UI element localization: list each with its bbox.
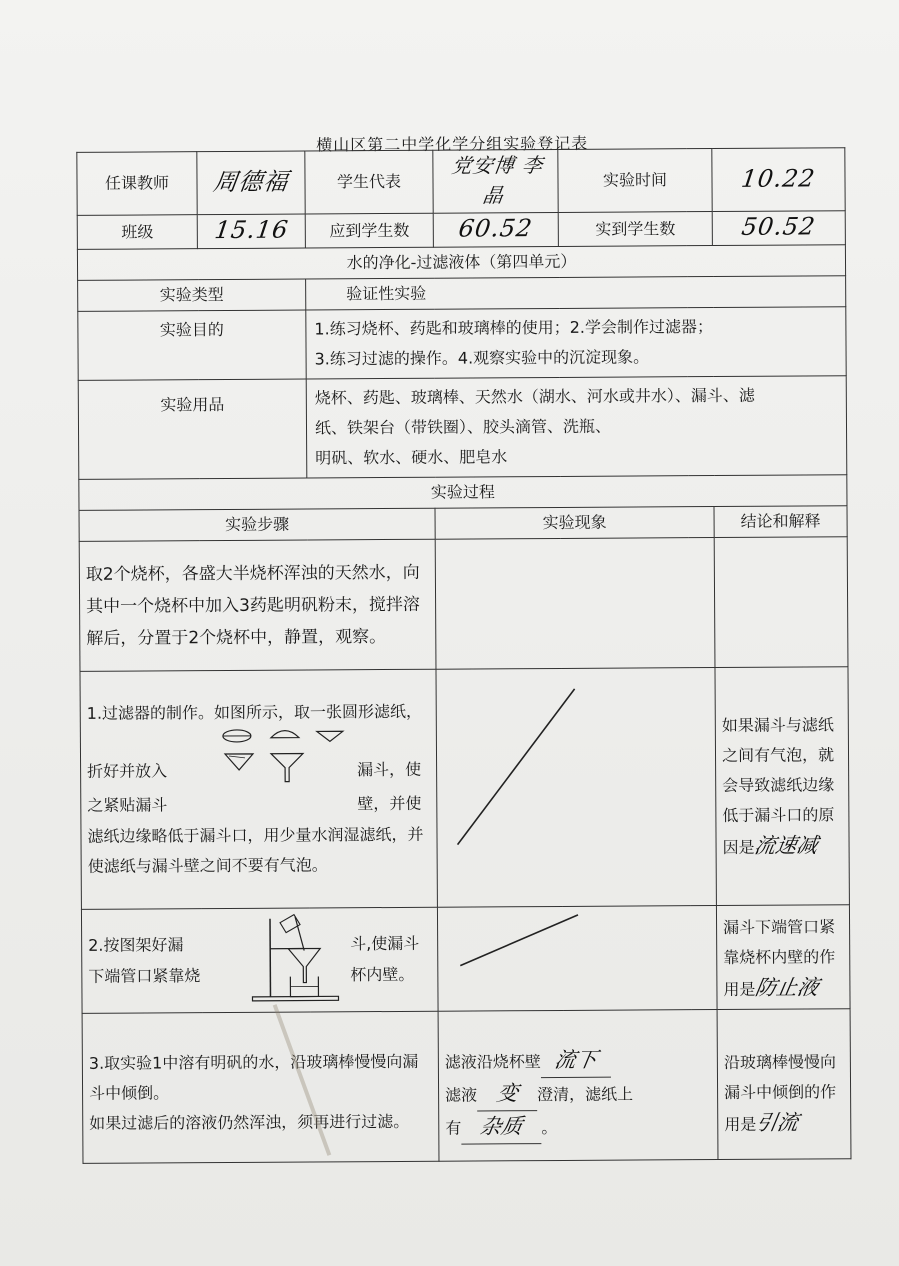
step2-figure-line (87, 727, 430, 791)
exp-time-label: 实验时间 (558, 149, 712, 213)
expected-handwriting: 60.52 (457, 214, 535, 243)
step4-ph-d-answer (461, 1111, 541, 1144)
experiment-name: 水的净化-过滤液体（第四单元） (77, 245, 845, 281)
col-phenomena: 实验现象 (435, 507, 714, 540)
materials-label: 实验用品 (78, 379, 307, 479)
step4-text (82, 1011, 439, 1163)
step3-phenomena (437, 906, 717, 1012)
step4-ph-e: 。 (541, 1117, 558, 1138)
step1-conclusion (714, 537, 848, 668)
step3-line-b: 斗,使漏斗 (350, 933, 420, 953)
step4-conclusion (717, 1009, 851, 1160)
step3-line-a: 2.按图架好漏 (88, 934, 184, 955)
exp-time-value (712, 148, 845, 212)
purpose-row (78, 307, 846, 381)
step4-ph-b: 滤液 (445, 1085, 478, 1105)
step4-ph-b-answer (477, 1078, 537, 1111)
step3-text (81, 907, 438, 1013)
step4-phenomena (438, 1010, 718, 1162)
student-rep-value (433, 149, 558, 213)
header-row-2 (77, 211, 845, 250)
actual-label: 实到学生数 (558, 212, 712, 247)
step2-answer: 流速减 (752, 832, 820, 858)
step4-conclusion-text: 沿玻璃棒慢慢向漏斗中倾倒的作用是 (723, 1051, 837, 1134)
materials-line-2: 纸、铁架台（带铁圈）、胶头滴管、洗瓶、 (314, 416, 612, 438)
experiment-table (76, 147, 851, 1164)
actual-handwriting: 50.52 (740, 212, 818, 241)
filtration-apparatus-figure (250, 912, 341, 1005)
step4-ph-a-answer (541, 1045, 611, 1078)
class-handwriting: 15.16 (212, 215, 291, 245)
step1-text: 取2个烧杯，各盛大半烧杯浑浊的天然水，向其中一个烧杯中加入3药匙明矾粉末，搅拌溶解后，分置于2个烧杯中，静置，观察。 (79, 539, 436, 671)
purpose-line-2: 3.练习过滤的操作。4.观察实验中的沉淀现象。 (314, 347, 650, 369)
step4-ph-line-1 (445, 1044, 711, 1079)
step2-text (80, 669, 437, 909)
step2-conclusion (715, 667, 849, 906)
step3-conclusion (716, 905, 850, 1010)
actual-value (712, 211, 845, 246)
step4-ph-c: 澄清，滤纸上 (537, 1084, 634, 1105)
step4-ph-a-pen: 流下 (552, 1047, 599, 1073)
step-row-1 (79, 537, 848, 672)
student-rep-label: 学生代表 (305, 150, 433, 214)
type-value: 验证性实验 (306, 276, 846, 310)
purpose-value (306, 307, 846, 379)
class-label: 班级 (77, 215, 197, 250)
class-value (197, 214, 305, 249)
step3-answer: 防止液 (753, 974, 821, 1000)
teacher-value (197, 151, 305, 215)
step-row-3 (81, 905, 850, 1014)
step4-ph-line-3 (445, 1110, 711, 1145)
step3-line-c: 下端管口紧靠烧 (88, 965, 201, 986)
teacher-handwriting: 周德福 (211, 167, 291, 196)
step2-line-e: 壁，并使 (357, 793, 422, 814)
column-header-row (79, 506, 847, 542)
step2-conclusion-text: 如果漏斗与滤纸之间有气泡，就会导致滤纸边缘低于漏斗口的原因是 (721, 714, 835, 857)
step4-ph-a: 滤液沿烧杯壁 (444, 1052, 541, 1072)
exp-time-handwriting: 10.22 (739, 163, 818, 193)
step4-ph-d: 有 (445, 1118, 462, 1138)
step2-line-a: 1.过滤器的制作。如图所示，取一张圆形滤纸， (86, 701, 423, 723)
expected-value (433, 212, 558, 247)
materials-value (306, 376, 847, 478)
expected-label: 应到学生数 (305, 213, 433, 248)
strike-line (438, 906, 699, 1008)
materials-row (78, 376, 847, 480)
type-row (78, 276, 846, 312)
col-steps: 实验步骤 (79, 508, 435, 541)
page-title: 横山区第二中学化学分组实验登记表 (316, 133, 589, 155)
filter-folding-figure (219, 721, 349, 784)
step1-phenomena (435, 538, 715, 670)
step-row-2 (80, 667, 849, 910)
student-rep-handwriting: 党安博 李晶 (450, 153, 545, 208)
step2-line-f: 滤纸边缘略低于漏斗口，用少量水润湿滤纸，并使滤纸与漏斗壁之间不要有气泡。 (87, 824, 424, 876)
step2-line-b: 折好并放入 (87, 761, 168, 781)
step2-figure-line-2 (87, 789, 430, 822)
header-row-1 (77, 148, 845, 216)
registration-sheet (62, 95, 868, 1140)
type-label: 实验类型 (78, 279, 306, 311)
step3-conclusion-text: 漏斗下端管口紧靠烧杯内壁的作用是 (723, 916, 836, 999)
materials-line-1: 烧杯、药匙、玻璃棒、天然水（湖水、河水或井水）、漏斗、滤 (314, 385, 755, 408)
purpose-label: 实验目的 (78, 310, 306, 380)
step3-line-d: 杯内壁。 (350, 964, 415, 984)
step2-phenomena (436, 668, 716, 908)
experiment-name-row (77, 245, 845, 281)
step4-ph-line-2 (445, 1077, 711, 1112)
purpose-line-1: 1.练习烧杯、药匙和玻璃棒的使用；2.学会制作过滤器； (314, 317, 714, 339)
step4-ph-d-pen: 杂质 (478, 1114, 525, 1139)
strike-line (436, 668, 697, 900)
step4-ph-b-pen: 变 (494, 1081, 520, 1106)
process-row (79, 475, 847, 511)
materials-line-3: 明矾、软水、硬水、肥皂水 (315, 447, 508, 468)
step4-text-1: 3.取实验1中溶有明矾的水，沿玻璃棒慢慢向漏斗中倾倒。 (88, 1051, 419, 1103)
step4-answer: 引流 (754, 1110, 801, 1135)
step4-text-2: 如果过滤后的溶液仍然浑浊，须再进行过滤。 (89, 1111, 410, 1133)
step2-line-c: 漏斗，使 (357, 759, 422, 780)
process-label: 实验过程 (79, 475, 847, 511)
col-conclusion: 结论和解释 (714, 506, 847, 538)
step-row-4 (82, 1009, 851, 1164)
step2-line-d: 之紧贴漏斗 (87, 795, 168, 815)
teacher-label: 任课教师 (77, 152, 197, 216)
